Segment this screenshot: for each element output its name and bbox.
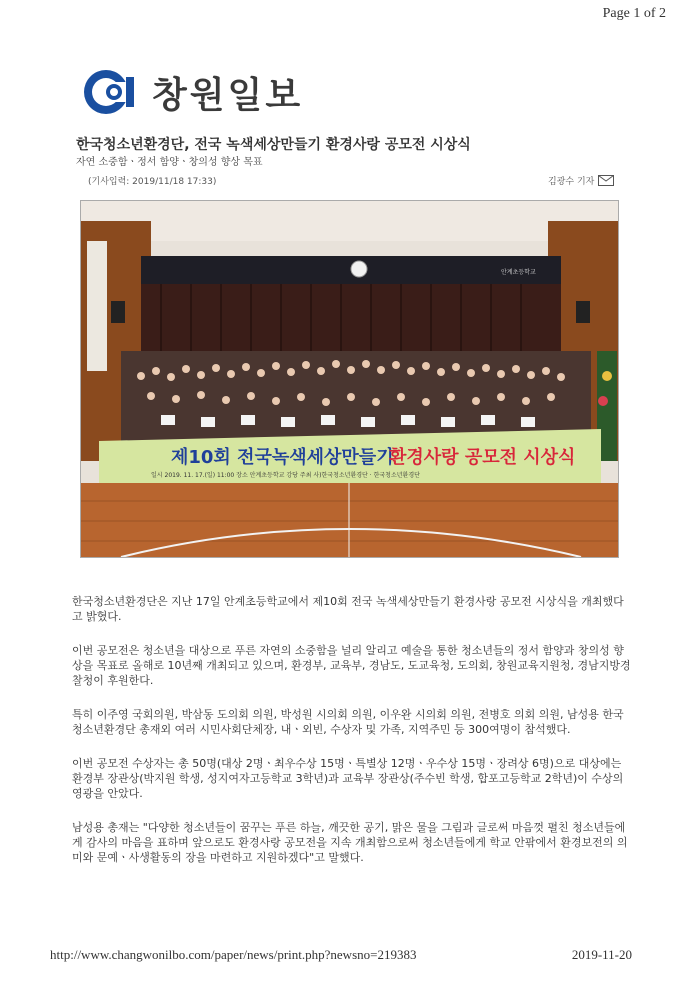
article-paragraph: 한국청소년환경단은 지난 17일 안계초등학교에서 제10회 전국 녹색세상만들기 환경사랑 공모전 시상식을 개최했다고 밝혔다. (72, 595, 624, 623)
article-headline: 한국청소년환경단, 전국 녹색세상만들기 환경사랑 공모전 시상식 (76, 137, 471, 153)
changwon-ilbo-logo-icon (82, 65, 144, 119)
article-body (72, 594, 632, 884)
newspaper-name: 창원일보 (152, 74, 304, 116)
mail-icon[interactable] (598, 175, 614, 186)
article-subhead: 자연 소중함ㆍ정서 함양ㆍ창의성 향상 목표 (76, 157, 263, 168)
banner-title-left: 제10회 전국녹색세상만들기 (171, 447, 394, 468)
footer-url[interactable]: http://www.changwonilbo.com/paper/news/print.php?newsno=219383 (50, 947, 417, 962)
article-paragraph: 이번 공모전은 청소년을 대상으로 푸른 자연의 소중함을 널리 알리고 예술을 통한 청소년들의 정서 함양과 창의성 향상을 목표로 올해로 10년째 개최되고 있으며, 환경부, 교육부, 경남도, 도교육청, 도의회, 창원교육지원청, 경남지방경찰청이 후원한다. (72, 644, 631, 687)
banner-title-right: 환경사랑 공모전 시상식 (389, 447, 576, 468)
stage-sign: 안계초등학교 (501, 269, 536, 276)
reporter-byline[interactable] (548, 174, 614, 187)
masthead[interactable] (82, 62, 303, 122)
award-ceremony-photo (80, 200, 619, 558)
page-indicator: Page 1 of 2 (602, 6, 666, 21)
reporter-name: 김광수 기자 (548, 177, 595, 187)
photo-scene (81, 201, 618, 557)
article-paragraph: 이번 공모전 수상자는 총 50명(대상 2명ㆍ최우수상 15명ㆍ특별상 12명ㆍ우수상 15명ㆍ장려상 6명)으로 대상에는 환경부 장관상(박지원 학생, 성지여자고등학교 3학년)과 교육부 장관상(주수빈 학생, 합포고등학교 2학년)이 수상의 영광을 안았다. (72, 757, 624, 800)
published-timestamp: (기사입력: 2019/11/18 17:33) (88, 177, 217, 187)
footer-date: 2019-11-20 (571, 947, 632, 962)
banner-detail: 일시 2019. 11. 17.(일) 11:00 장소 안계초등학교 강당 주최 사)한국청소년환경단 · 한국청소년환경단 (151, 472, 420, 479)
article-paragraph: 남성용 총재는 "다양한 청소년들이 꿈꾸는 푸른 하늘, 깨끗한 공기, 맑은 물을 그림과 글로써 마음껏 펼친 청소년들에게 감사의 마음을 표하며 앞으로도 환경사랑 공모전을 지속 개최함으로써 청소년들에게 학교 안팎에서 환경보전의 의미와 문예ㆍ사생활동의 장을 마련하고 지원하겠다"고 말했다. (72, 821, 628, 864)
article-paragraph: 특히 이주영 국회의원, 박삼동 도의회 의원, 박성원 시의회 의원, 이우완 시의회 의원, 전병호 의회 의원, 남성용 한국청소년환경단 총재외 여러 시민사회단체장, 내ㆍ외빈, 수상자 및 가족, 지역주민 등 300여명이 참석했다. (72, 708, 624, 736)
